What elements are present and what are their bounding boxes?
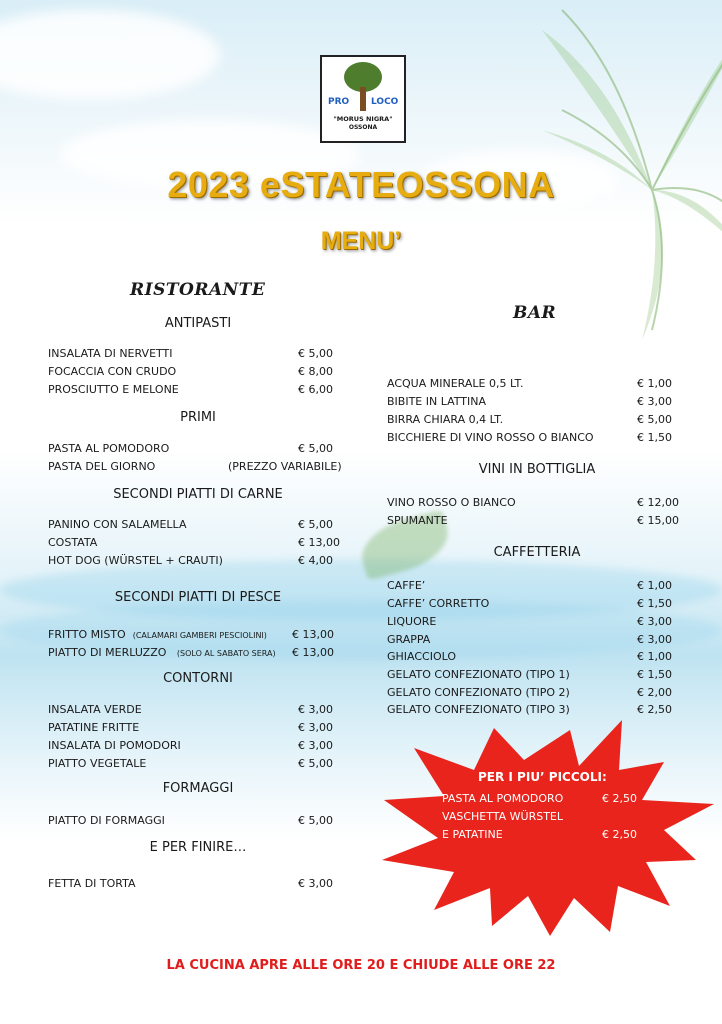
primi-heading: PRIMI (180, 410, 216, 425)
pesce-heading: SECONDI PIATTI DI PESCE (114, 590, 282, 605)
menu-page: PRO LOCO "MORUS NIGRA" OSSONA 2023 eSTATEOSSONA MENU’ RISTORANTE ANTIPASTI INSALATA DI NERVETTI € 5,00 FOCACCIA CON CRUDO € 8,00 PROSCIUTTO E MELONE € 6,00 PRIMI PASTA AL POMODORO € 5,00 PASTA DEL GIORNO (PREZZO VARIABILE) SECONDI PIATTI DI CARNE PANINO CON SALAMELLA € 5,00 COSTATA € 13,00 HOT DOG (WÜRSTEL + CRAUTI) € 4,00 SECONDI PIATTI DI PESCE FRITTO MISTO (CALAMARI GAMBERI PESCIOLINI) € 13,00 PIATTO DI MERLUZZO (SOLO AL SABATO SERA) € 13,00 CONTORNI INSALATA VERDE € 3,00 PATATINE FRITTE € 3,00 INSALATA DI POMODORI € 3,00 PIATTO VEGETALE € 5,00 FORMAGGI PIATTO DI FORMAGGI € 5,00 E PER FINIRE… FETTA DI TORTA € 3,00 BAR ACQUA MINERALE 0,5 LT. € 1,00 BIBITE IN LATTINA € 3,00 BIRRA CHIARA 0,4 LT. € 5,00 BICCHIERE DI VINO ROSSO O BIANCO € 1,50 VINI IN BOTTIGLIA VINO ROSSO O BIANCO € 12,00 SPUMANTE € 15,00 CAFFETTERIA CAFFE’ € 1,00 CAFFE’ CORRETTO € 1,50 LIQUORE € 3,00 GRAPPA € 3,00 GHIACCIOLO € 1,00 GELATO CONFEZIONATO (TIPO 1) € 1,50 GELATO CONFEZIONATO (TIPO 2) € 2,00 GELATO CONFEZIONATO (TIPO 3) € 2,50 PER I PIU’ PICCOLI: PASTA AL POMODORO € 2,50 VASCHETTA WÜRSTEL E PATATINE € 2,50 LA CUCINA APRE ALLE ORE 20 E CHIUDE ALLE ORE 22 (0, 0, 722, 1024)
kids-item: E PATATINE € 2,50 (442, 828, 637, 841)
kids-heading: PER I PIU’ PICCOLI: (478, 770, 607, 784)
logo-loco: LOCO (371, 97, 399, 107)
formaggi-heading: FORMAGGI (162, 781, 234, 796)
cloud-decoration (0, 10, 220, 100)
kitchen-hours-notice: LA CUCINA APRE ALLE ORE 20 E CHIUDE ALLE ORE 22 (166, 958, 556, 973)
finire-heading: E PER FINIRE… (149, 840, 247, 855)
kids-item: VASCHETTA WÜRSTEL (442, 810, 563, 823)
ristorante-heading: RISTORANTE (130, 280, 266, 300)
page-subtitle: MENU’ (320, 227, 402, 255)
page-title: 2023 eSTATEOSSONA (167, 164, 555, 205)
tree-trunk (360, 87, 366, 111)
logo-pro: PRO (328, 97, 350, 107)
caffetteria-heading: CAFFETTERIA (493, 545, 581, 560)
vini-heading: VINI IN BOTTIGLIA (478, 462, 596, 477)
logo-morus: "MORUS NIGRA" (333, 115, 393, 123)
antipasti-heading: ANTIPASTI (164, 316, 232, 331)
contorni-heading: CONTORNI (163, 671, 233, 686)
carne-heading: SECONDI PIATTI DI CARNE (113, 487, 283, 502)
pro-loco-logo (320, 55, 406, 143)
kids-item: PASTA AL POMODORO € 2,50 (442, 792, 637, 805)
logo-town: OSSONA (348, 124, 378, 131)
bar-heading: BAR (513, 303, 557, 323)
